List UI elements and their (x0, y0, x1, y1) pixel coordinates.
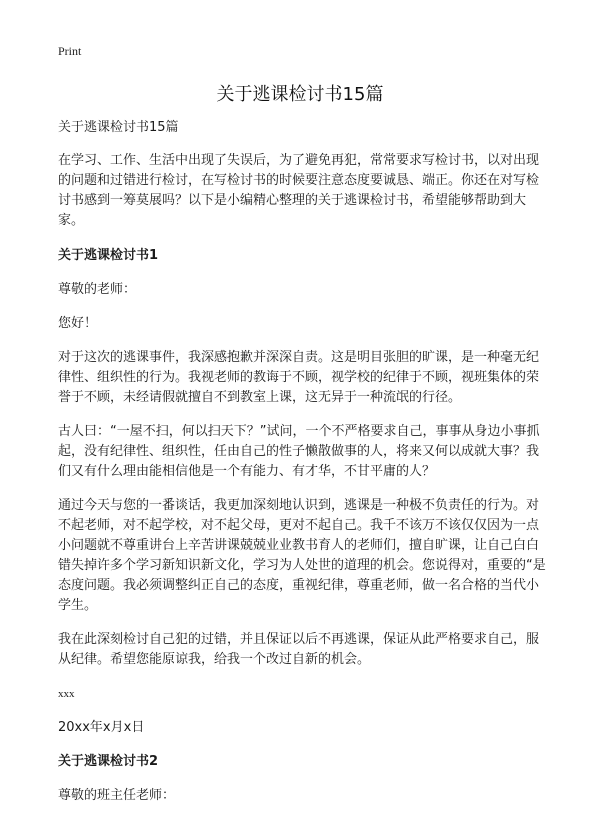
intro-paragraph: 在学习、工作、生活中出现了失误后，为了避免再犯，常常要求写检讨书，以对出现的问题和过错进行检讨，在写检讨书的时候要注意态度要诚恳、端正。你还在对写检讨书感到一筹莫展吗？以下是小编精心整理的关于逃课检讨书，希望能够帮助到大家。 (58, 153, 540, 228)
salutation-1: 尊敬的老师： (58, 282, 137, 297)
body-paragraph: 我在此深刻检讨自己犯的过错，并且保证以后不再逃课，保证从此严格要求自己，服从纪律。希望您能原谅我，给我一个改过自新的机会。 (58, 632, 540, 667)
greeting-1: 您好！ (58, 316, 98, 331)
document-subtitle: 关于逃课检讨书15篇 (58, 120, 179, 135)
date-line: 20xx年x月x日 (58, 720, 145, 735)
signature: xxx (58, 688, 75, 700)
body-paragraph: 通过今天与您的一番谈话，我更加深刻地认识到，逃课是一种极不负责任的行为。对不起老师，对不起学校，对不起父母，更对不起自己。我千不该万不该仅仅因为一点小问题就不尊重讲台上辛苦讲课兢兢业业教书育人的老师们，擅自旷课，让自己白白错失掉许多个学习新知识新文化，学习为人处世的道理的机会。您说得对，重要的“是态度问题。我必须调整纠正自己的态度，重视纪律，尊重老师，做一名合格的当代小学生。 (58, 498, 546, 613)
section-heading-1: 关于逃课检讨书1 (58, 248, 159, 263)
body-paragraph: 古人曰：“一屋不扫，何以扫天下？”试问，一个不严格要求自己，事事从身边小事抓起，没有纪律性、组织性，任由自己的性子懒散做事的人，将来又何以成就大事？我们又有什么理由能相信他是一个有能力、有才华，不甘平庸的人？ (58, 424, 540, 479)
section-heading-2: 关于逃课检讨书2 (58, 754, 159, 769)
salutation-2: 尊敬的班主任老师： (58, 788, 176, 803)
document-body (58, 118, 550, 820)
body-paragraph: 对于这次的逃课事件，我深感抱歉并深深自责。这是明目张胆的旷课，是一种毫无纪律性、组织性的行为。我视老师的教诲于不顾，视学校的纪律于不顾，视班集体的荣誉于不顾，未经请假就擅自不到教室上课，这无异于一种流氓的行径。 (58, 350, 540, 405)
print-link[interactable]: Print (58, 44, 82, 58)
page-title: 关于逃课检讨书15篇 (216, 84, 384, 105)
